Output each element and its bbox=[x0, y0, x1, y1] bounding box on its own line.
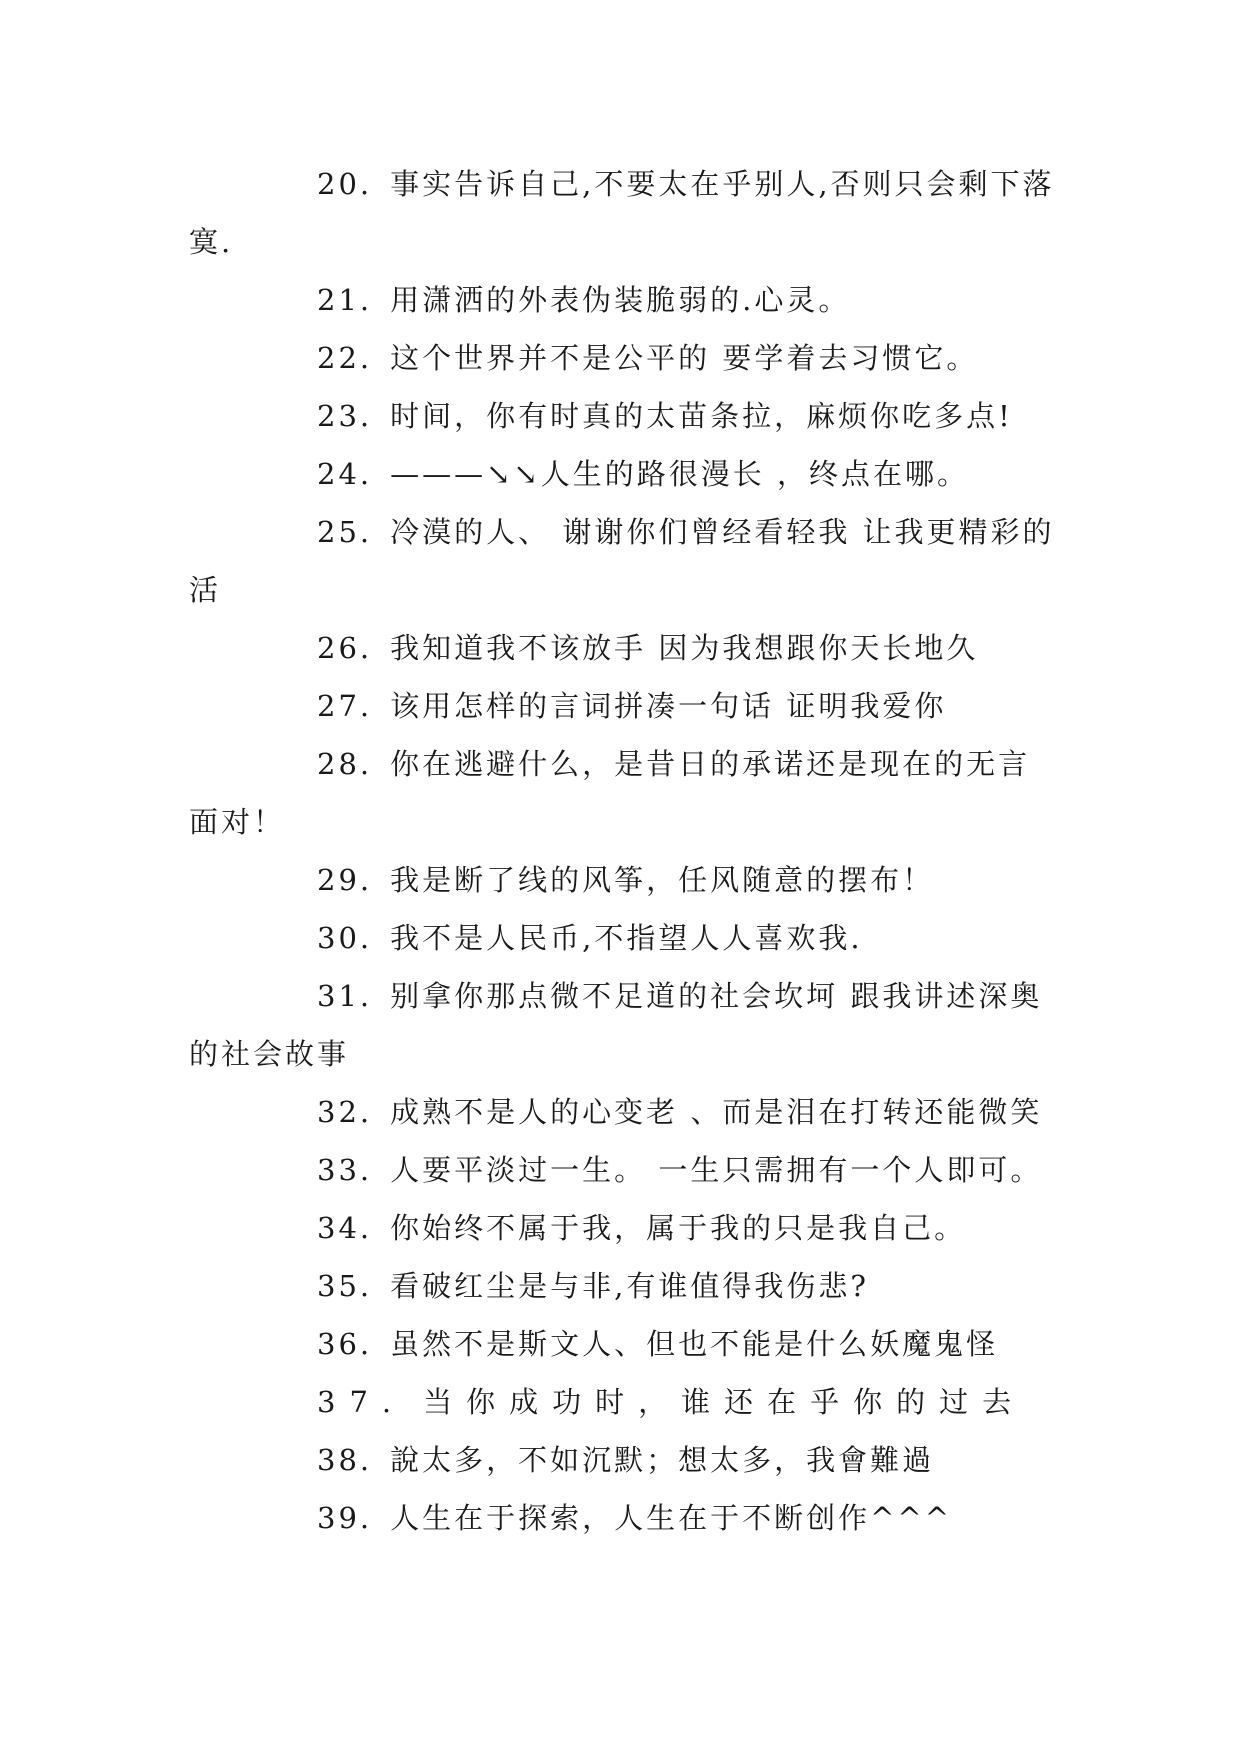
item-number: 21. bbox=[317, 283, 373, 317]
item-number: 39. bbox=[317, 1501, 373, 1535]
item-number: 33. bbox=[317, 1153, 373, 1187]
item-number: 29. bbox=[317, 863, 373, 897]
list-item bbox=[189, 735, 1057, 851]
list-item bbox=[189, 271, 1057, 329]
list-item bbox=[189, 1489, 1057, 1547]
item-number: 24. bbox=[317, 457, 373, 491]
item-text: 别拿你那点微不足道的社会坎坷 跟我讲述深奥的社会故事 bbox=[189, 979, 1043, 1071]
item-number: 23. bbox=[317, 399, 373, 433]
item-number: 32. bbox=[317, 1095, 373, 1129]
item-number: 31. bbox=[317, 979, 373, 1013]
item-text: 用潇洒的外表伪装脆弱的.心灵。 bbox=[390, 283, 851, 317]
item-text: 你始终不属于我，属于我的只是我自己。 bbox=[390, 1211, 967, 1245]
item-text: 我不是人民币,不指望人人喜欢我. bbox=[390, 921, 863, 955]
item-number: 22. bbox=[317, 341, 373, 375]
item-text: 虽然不是斯文人、但也不能是什么妖魔鬼怪 bbox=[390, 1327, 999, 1361]
item-number: 30. bbox=[317, 921, 373, 955]
list-item bbox=[189, 155, 1057, 271]
list-item bbox=[189, 619, 1057, 677]
item-text: 人生在于探索，人生在于不断创作^^^ bbox=[390, 1501, 953, 1535]
item-text: 你在逃避什么，是昔日的承诺还是现在的无言面对！ bbox=[189, 747, 1031, 839]
item-number: 27. bbox=[317, 689, 373, 723]
list-item bbox=[189, 503, 1057, 619]
item-text: 看破红尘是与非,有谁值得我伤悲? bbox=[390, 1269, 869, 1303]
item-number: 20. bbox=[317, 167, 373, 201]
item-number: 26. bbox=[317, 631, 373, 665]
item-text: 当你成功时，谁还在乎你的过去 bbox=[423, 1385, 1026, 1419]
item-number: 36. bbox=[317, 1327, 373, 1361]
list-item bbox=[189, 329, 1057, 387]
item-text: 我是断了线的风筝，任风随意的摆布！ bbox=[390, 863, 935, 897]
item-text: 冷漠的人、 谢谢你们曾经看轻我 让我更精彩的活 bbox=[189, 515, 1055, 607]
list-item bbox=[189, 909, 1057, 967]
item-text: 說太多，不如沉默；想太多，我會難過 bbox=[390, 1443, 935, 1477]
list-item bbox=[189, 387, 1057, 445]
list-item bbox=[189, 1315, 1057, 1373]
item-number: 34. bbox=[317, 1211, 373, 1245]
list-item bbox=[189, 1257, 1057, 1315]
item-number: 35. bbox=[317, 1269, 373, 1303]
item-number: 28. bbox=[317, 747, 373, 781]
list-item bbox=[189, 1431, 1057, 1489]
list-item bbox=[189, 1141, 1057, 1199]
item-text: 该用怎样的言词拼凑一句话 证明我爱你 bbox=[390, 689, 947, 723]
item-text: 事实告诉自己,不要太在乎别人,否则只会剩下落寞. bbox=[189, 167, 1055, 259]
item-text: 这个世界并不是公平的 要学着去习惯它。 bbox=[390, 341, 979, 375]
document-body bbox=[189, 155, 1057, 1547]
item-number: 25. bbox=[317, 515, 373, 549]
item-text: 时间，你有时真的太苗条拉，麻烦你吃多点! bbox=[390, 399, 1013, 433]
item-text: 我知道我不该放手 因为我想跟你天长地久 bbox=[390, 631, 979, 665]
item-text: 成熟不是人的心变老 、而是泪在打转还能微笑 bbox=[390, 1095, 1043, 1129]
list-item bbox=[189, 1083, 1057, 1141]
item-text: ———↘↘人生的路很漫长 ，终点在哪。 bbox=[390, 457, 969, 491]
item-number: 37. bbox=[317, 1385, 406, 1419]
item-number: 38. bbox=[317, 1443, 373, 1477]
list-item bbox=[189, 967, 1057, 1083]
item-text: 人要平淡过一生。 一生只需拥有一个人即可。 bbox=[390, 1153, 1043, 1187]
list-item bbox=[189, 677, 1057, 735]
list-item bbox=[189, 851, 1057, 909]
list-item bbox=[189, 445, 1057, 503]
list-item bbox=[189, 1373, 1057, 1431]
list-item bbox=[189, 1199, 1057, 1257]
